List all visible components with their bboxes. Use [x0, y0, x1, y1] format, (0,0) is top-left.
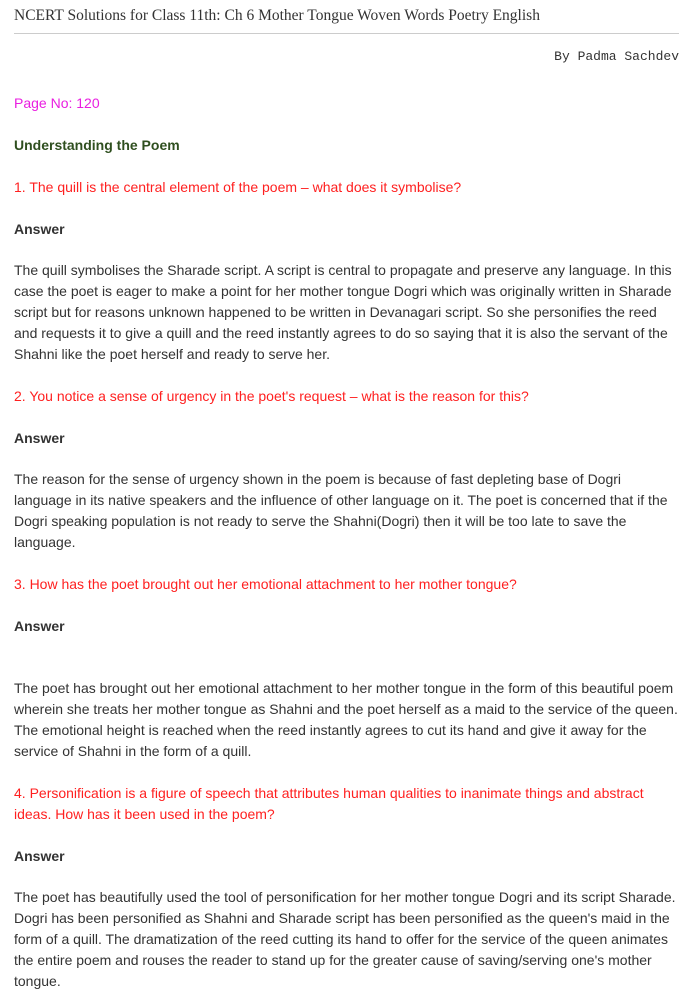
- question-1: 1. The quill is the central element of the poem – what does it symbolise?: [14, 179, 462, 195]
- author-byline: By Padma Sachdev: [554, 49, 679, 64]
- page-number: Page No: 120: [14, 95, 100, 111]
- answer-label-1: Answer: [14, 221, 65, 237]
- answer-label-4: Answer: [14, 848, 65, 864]
- answer-label-2: Answer: [14, 430, 65, 446]
- question-2: 2. You notice a sense of urgency in the poet's request – what is the reason for this?: [14, 388, 529, 404]
- answer-text-4: The poet has beautifully used the tool of personification for her mother tongue Dogri and its script Sharade. Dogri has been personified as Shahni and Sharade script has been personified as the queen's maid in the form of a quill. The dramatization of the reed cutting its hand to offer for the service of the queen animates the entire poem and rouses the reader to stand up for the greater cause of saving/serving one's mother tongue.: [14, 889, 676, 989]
- question-3: 3. How has the poet brought out her emotional attachment to her mother tongue?: [14, 576, 517, 592]
- answer-text-2: The reason for the sense of urgency shown in the poem is because of fast depleting base of Dogri language in its native speakers and the influence of other language on it. The poet is concerned that if the Dogri speaking population is not ready to serve the Shahni(Dogri) then it will be too late to save the language.: [14, 471, 668, 550]
- answer-text-3: The poet has brought out her emotional attachment to her mother tongue in the form of this beautiful poem wherein she treats her mother tongue as Shahni and the poet herself as a maid to the service of the queen. The emotional height is reached when the reed instantly agrees to cut its hand and give it away for the service of Shahni in the form of a quill.: [14, 680, 678, 759]
- section-heading: Understanding the Poem: [14, 137, 180, 153]
- question-4: 4. Personification is a figure of speech that attributes human qualities to inanimate things and abstract ideas. How has it been used in the poem?: [14, 785, 644, 822]
- answer-label-3: Answer: [14, 618, 65, 634]
- answer-text-1: The quill symbolises the Sharade script. A script is central to propagate and preserve any language. In this case the poet is eager to make a point for her mother tongue Dogri which was originally written in Sharade script but for reasons unknown happened to be written in Devanagari script. So she personifies the reed and requests it to give a quill and the reed instantly agrees to do so saying that it is also the servant of the Shahni like the poet herself and ready to serve her.: [14, 262, 672, 362]
- page-title: NCERT Solutions for Class 11th: Ch 6 Mother Tongue Woven Words Poetry English: [14, 0, 679, 34]
